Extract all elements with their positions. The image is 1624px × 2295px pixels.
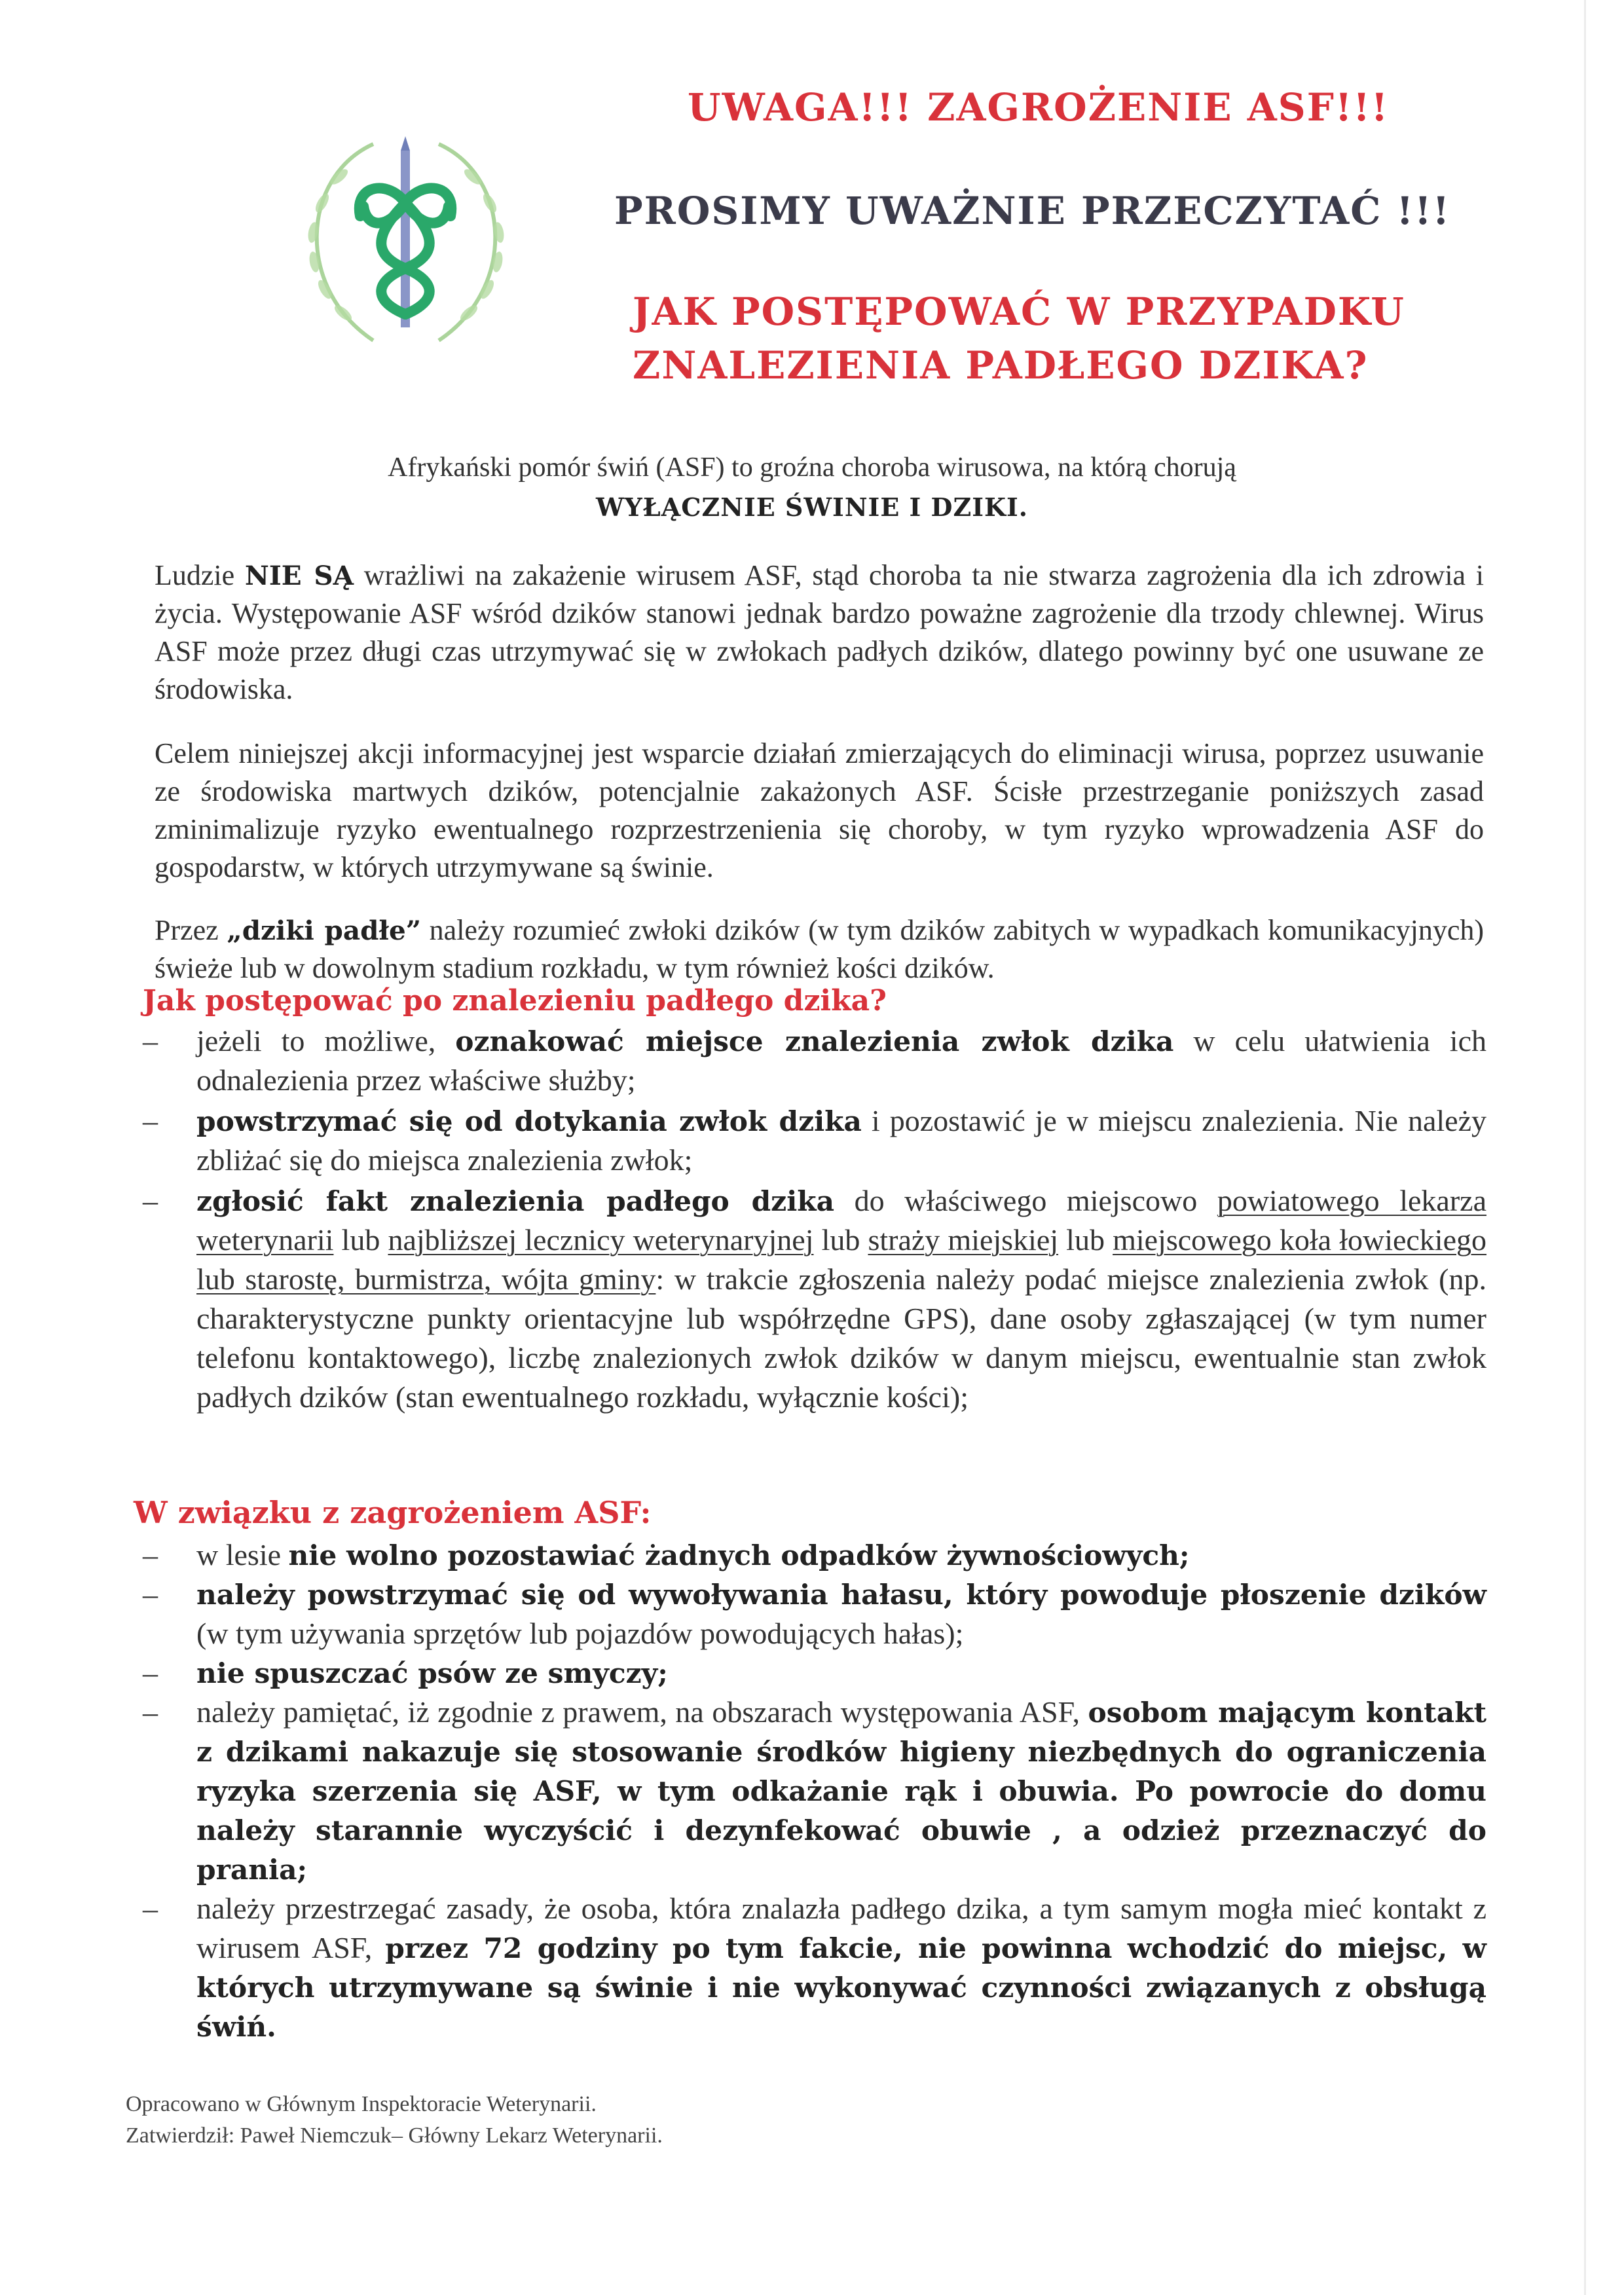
paragraph-campaign-goal [155,735,1484,887]
section-title-procedure: Jak postępować po znalezieniu padłego dzika? [143,984,887,1018]
contact-hunting-or-authorities: miejscowego koła łowieckiego lub starostę, burmistrza, wójta gminy [196,1223,1487,1296]
list-item-text: należy pamiętać, iż zgodnie z prawem, na obszarach występowania ASF, [196,1695,1088,1729]
intro-emphasis: WYŁĄCZNIE ŚWINIE I DZIKI. [595,492,1029,522]
paragraph-text: Ludzie [155,559,245,591]
veterinary-emblem-icon [275,118,537,367]
paragraph-human-safety [155,557,1484,708]
paragraph-text: należy rozumieć zwłoki dzików (w tym dzików zabitych w wypadkach komunikacyjnych) świeże lub w dowolnym stadium rozkładu, w tym również kości dzików. [155,914,1484,984]
list-item-text: : w trakcie zgłoszenia należy podać miejsce znalezienia zwłok (np. charakterystyczne punkty orientacyjne lub współrzędne GPS), dane osoby zgłaszającej (w tym numer telefonu kontaktowego), liczbę znalezionych zwłok dzików w danym miejscu, ewentualnie stan zwłok padłych dzików (stan ewentualnego rozkładu, wyłącznie kości); [196,1262,1486,1414]
how-to-heading-line1: JAK POSTĘPOWAĆ W PRZYPADKU [633,289,1405,334]
list-item-bold: przez 72 godziny po tym fakcie, nie powinna wchodzić do miejsc, w których utrzymywane są świnie i nie wykonywać czynności związanych z obsługą świń. [196,1932,1486,2043]
list-item-text: w lesie [196,1538,289,1571]
list-item-text: jeżeli to możliwe, [196,1024,456,1057]
paragraph-bold: NIE SĄ [244,560,354,591]
list-item [131,1021,1486,1100]
list-item [131,1575,1486,1653]
dash-bullet: – [143,1024,158,1057]
list-item-text: (w tym używania sprzętów lub pojazdów powodujących hałas); [196,1617,964,1650]
footer-prepared-by: Opracowano w Głównym Inspektoracie Weterynarii. [126,2092,597,2116]
dash-bullet: – [143,1695,158,1729]
alert-heading: UWAGA!!! ZAGROŻENIE ASF!!! [688,85,1390,130]
paragraph-text: wrażliwi na zakażenie wirusem ASF, stąd choroba ta nie stwarza zagrożenia dla ich zdrowia i życia. Występowanie ASF wśród dzików stanowi jednak bardzo poważne zagrożenie dla trzody chlewnej. Wirus ASF może przez długi czas utrzymywać się w zwłokach padłych dzików, dlatego powinny być one usuwane ze środowiska. [155,559,1484,705]
dash-bullet: – [143,1538,158,1571]
asf-rules-list [131,1535,1486,2046]
paragraph-definition [155,911,1484,987]
list-item-text: i pozostawić je w miejscu znalezienia. Nie należy zbliżać się do miejsca znalezienia zwłok; [196,1104,1486,1177]
list-item-bold: należy powstrzymać się od wywoływania hałasu, który powoduje płoszenie dzików [196,1578,1486,1611]
contact-vet-officer: powiatowego lekarza weterynarii [196,1184,1486,1257]
list-item-text: lub [813,1223,868,1257]
list-item-bold: nie wolno pozostawiać żadnych odpadków żywnościowych; [288,1539,1190,1571]
contact-city-guard: straży miejskiej [868,1223,1059,1257]
list-item-text: lub [1058,1223,1113,1257]
list-item [131,1181,1486,1417]
paragraph-text: Przez [155,914,227,946]
list-item-text: należy przestrzegać zasady, że osoba, która znalazła padłego dzika, a tym samym mogła mieć kontakt z wirusem ASF, [196,1892,1486,1964]
contact-vet-clinic: najbliższej lecznicy weterynaryjnej [388,1223,814,1257]
footer-approved-by: Zatwierdził: Paweł Niemczuk– Główny Lekarz Weterynarii. [126,2123,663,2148]
list-item-bold: nie spuszczać psów ze smyczy; [196,1657,668,1689]
list-item-text: lub [333,1223,388,1257]
list-item-text: w celu ułatwienia ich odnalezienia przez właściwe służby; [196,1024,1487,1097]
list-item [131,1101,1486,1180]
paragraph-text: Celem niniejszej akcji informacyjnej jest wsparcie działań zmierzających do eliminacji wirusa, poprzez usuwanie ze środowiska martwych dzików, potencjalnie zakażonych ASF. Ścisłe przestrzeganie poniższych zasad zminimalizuje ryzyko ewentualnego rozprzestrzenienia się choroby, w tym ryzyko wprowadzenia ASF do gospodarstw, w których utrzymywane są świnie. [155,737,1484,883]
intro-line: Afrykański pomór świń (ASF) to groźna choroba wirusowa, na którą chorują [388,452,1236,483]
list-item-bold: osobom mającym kontakt z dzikami nakazuje się stosowanie środków higieny niezbędnych do ograniczenia ryzyka szerzenia się ASF, w tym odkażanie rąk i obuwia. Po powrocie do domu należy starannie wyczyścić i dezynfekować obuwie , a odzież przeznaczyć do prania; [196,1696,1486,1886]
dash-bullet: – [143,1656,158,1689]
how-to-heading-line2: ZNALEZIENIA PADŁEGO DZIKA? [633,343,1369,388]
paragraph-bold: „dziki padłe” [227,915,421,946]
list-item-bold: powstrzymać się od dotykania zwłok dzika [196,1105,862,1137]
list-item-bold: oznakować miejsce znalezienia zwłok dzika [455,1025,1174,1057]
list-item [131,1653,1486,1693]
dash-bullet: – [143,1104,158,1137]
procedure-list [131,1021,1486,1418]
dash-bullet: – [143,1892,158,1925]
list-item [131,1693,1486,1889]
scan-edge-line [1584,0,1586,2295]
list-item-text: do właściwego miejscowo [834,1184,1217,1217]
section-title-asf-threat: W związku z zagrożeniem ASF: [134,1495,652,1530]
list-item-bold: zgłosić fakt znalezienia padłego dzika [196,1184,835,1217]
read-carefully-heading: PROSIMY UWAŻNIE PRZECZYTAĆ !!! [614,189,1451,233]
list-item [131,1535,1486,1575]
dash-bullet: – [143,1577,158,1611]
list-item [131,1889,1486,2046]
dash-bullet: – [143,1184,158,1217]
